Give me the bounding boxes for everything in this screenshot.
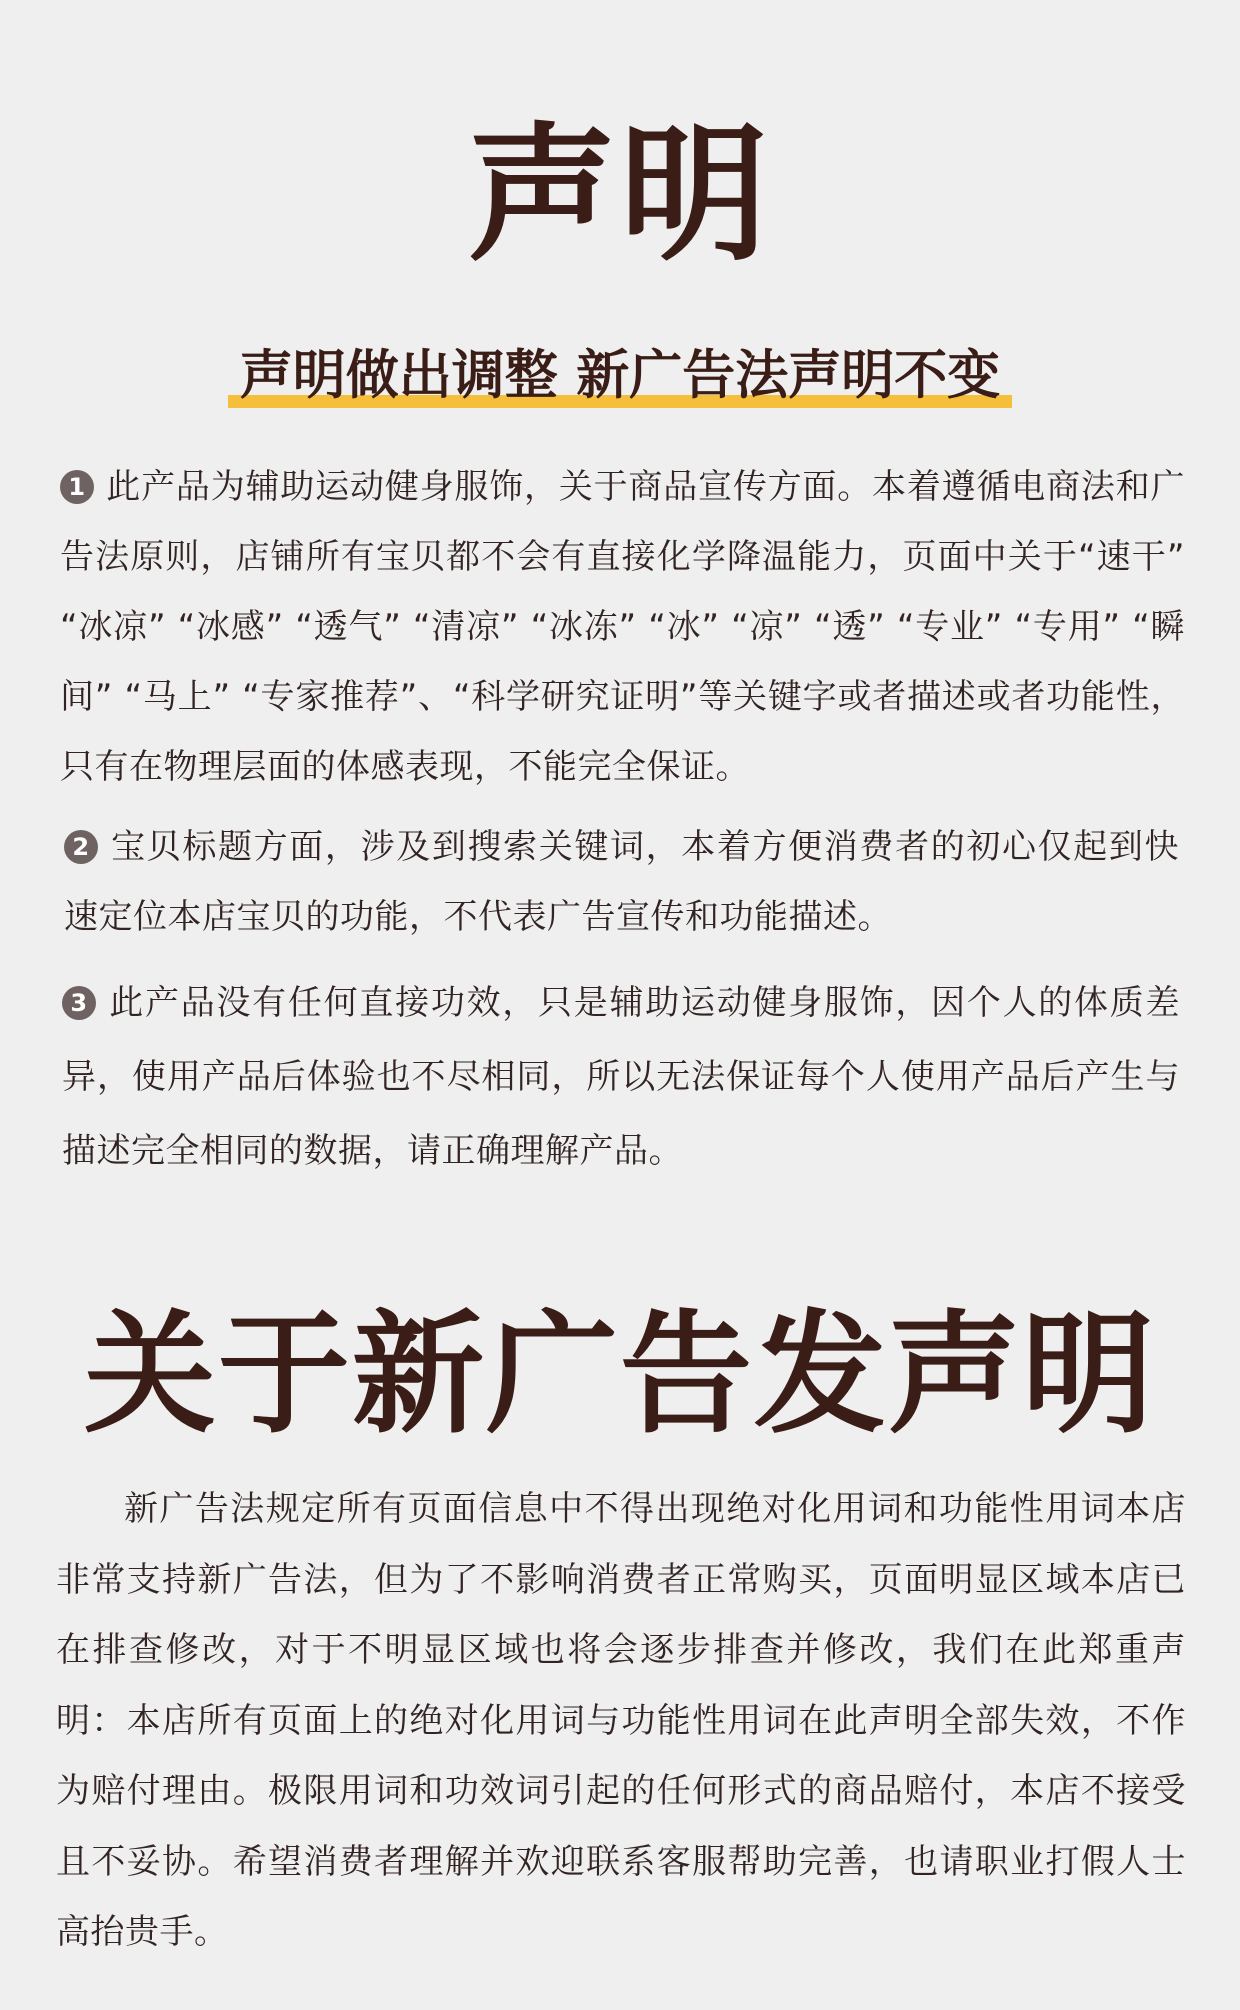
statement-item-2 bbox=[64, 812, 1179, 952]
ad-law-title: 关于新广告发声明 bbox=[84, 1298, 1156, 1452]
statement-item-2-text: 宝贝标题方面，涉及到搜索关键词，本着方便消费者的初心仅起到快速定位本店宝贝的功能，不代表广告宣传和功能描述。 bbox=[64, 827, 1179, 937]
statement-item-3 bbox=[62, 966, 1180, 1188]
subtitle-text: 声明做出调整 新广告法声明不变 bbox=[239, 345, 1001, 406]
statement-item-3-text: 此产品没有任何直接功效，只是辅助运动健身服饰，因个人的体质差异，使用产品后体验也不尽相同，所以无法保证每个人使用产品后产生与描述完全相同的数据，请正确理解产品。 bbox=[62, 983, 1180, 1171]
statement-item-1 bbox=[60, 452, 1185, 802]
statement-subtitle bbox=[228, 342, 1012, 410]
number-badge-2-icon: 2 bbox=[64, 830, 98, 864]
statement-title: 声明 bbox=[468, 109, 772, 281]
ad-law-body: 新广告法规定所有页面信息中不得出现绝对化用词和功能性用词本店非常支持新广告法，但为了不影响消费者正常购买，页面明显区域本店已在排查修改，对于不明显区域也将会逐步排查并修改，我们在此郑重声明：本店所有页面上的绝对化用词与功能性用词在此声明全部失效，不作为赔付理由。极限用词和功效词引起的任何形式的商品赔付，本店不接受且不妥协。希望消费者理解并欢迎联系客服帮助完善，也请职业打假人士高抬贵手。 bbox=[56, 1489, 1186, 1952]
statement-item-1-text: 此产品为辅助运动健身服饰，关于商品宣传方面。本着遵循电商法和广告法原则，店铺所有宝贝都不会有直接化学降温能力，页面中关于“速干” “冰凉” “冰感” “透气” “清凉” “冰冻” “冰” “凉” “透” “专业” “专用” “瞬间” “马上” “专家推荐”、“科学研究证明”等关键字或者描述或者功能性，只有在物理层面的体感表现，不能完全保证。 bbox=[60, 467, 1185, 787]
number-badge-1-icon: 1 bbox=[60, 470, 94, 504]
number-badge-3-icon: 3 bbox=[62, 986, 96, 1020]
subtitle-row bbox=[0, 342, 1240, 410]
